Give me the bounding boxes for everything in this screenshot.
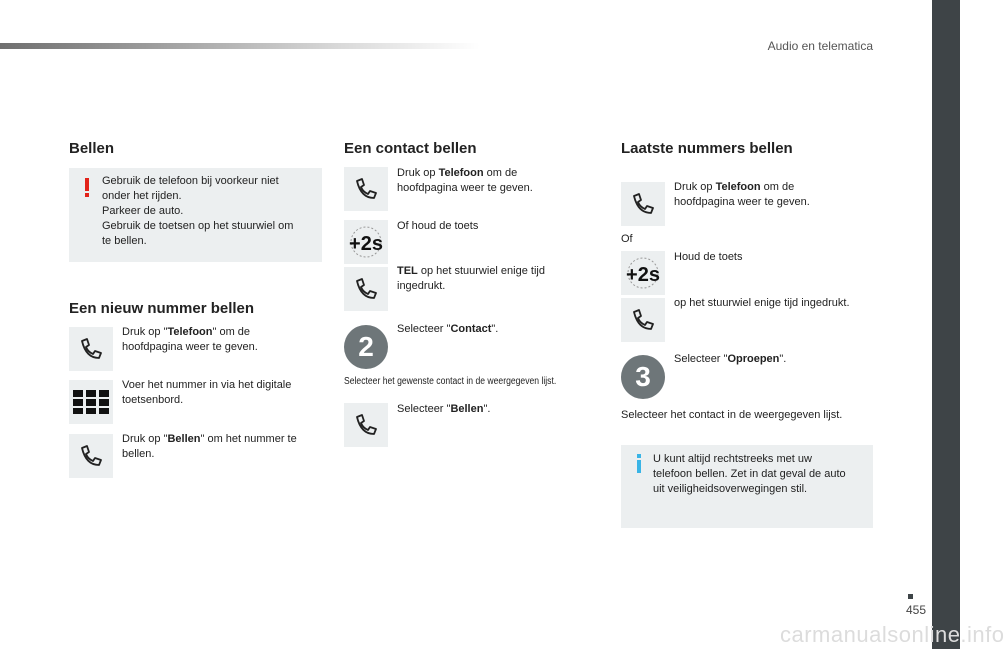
keypad-icon [69,380,113,424]
new-step3: Druk op "Bellen" om het nummer te bellen. [122,433,297,460]
warning-box [69,168,322,262]
new-number-title: Een nieuw nummer bellen [69,300,255,317]
new-step2: Voer het nummer in via het digitale toetsenbord. [122,379,292,406]
info-text: U kunt altijd rechtstreeks met uw telefoon bellen. Zet in dat geval de auto uit veiligheidsoverwegingen stil. [653,453,846,495]
recent-step3: op het stuurwiel enige tijd ingedrukt. [674,297,850,309]
steering-wheel-2s-icon [621,251,665,295]
watermark: carmanualsonline.info [780,622,1005,647]
contact-step4: Selecteer "Contact". [397,323,499,335]
phone-icon [344,267,388,311]
phone-icon [69,327,113,371]
page-number: 455 [905,603,926,617]
contact-step3: TEL op het stuurwiel enige tijd ingedrukt. [397,265,545,292]
recent-title: Laatste nummers bellen [621,140,793,157]
phone-icon [69,434,113,478]
contact-step6: Selecteer "Bellen". [397,403,491,415]
header-title: Audio en telematica [767,39,873,53]
phone-icon [621,298,665,342]
bellen-title: Bellen [69,140,115,157]
recent-step1: Druk op Telefoon om de hoofdpagina weer te geven. [674,181,810,208]
or-label: Of [621,233,633,245]
warning-icon [83,178,91,203]
recent-step2: Houd de toets [674,251,743,263]
info-box [621,445,873,528]
page-marker [908,594,913,599]
contact-title: Een contact bellen [344,140,477,157]
contact-step2: Of houd de toets [397,220,479,232]
contact-step5: Selecteer het gewenste contact in de weergegeven lijst. [344,376,557,387]
new-step1: Druk op "Telefoon" om de hoofdpagina weer te geven. [122,326,258,353]
svg-text:+2s: +2s [626,264,660,286]
phone-icon [621,182,665,226]
step-number-2: 2 [344,325,388,369]
side-tab [932,0,960,649]
phone-icon [344,403,388,447]
step-number-3: 3 [621,355,665,399]
contact-step1: Druk op Telefoon om de hoofdpagina weer te geven. [397,167,533,194]
svg-text:+2s: +2s [349,233,383,255]
info-icon [635,454,643,479]
warning-text: Gebruik de telefoon bij voorkeur niet onder het rijden. Parkeer de auto. Gebruik de toetsen op het stuurwiel om te bellen. [102,175,294,247]
recent-step4: Selecteer "Oproepen". [674,353,787,365]
recent-step5: Selecteer het contact in de weergegeven lijst. [621,409,843,421]
steering-wheel-2s-icon [344,220,388,264]
phone-icon [344,167,388,211]
top-gradient-bar [0,43,480,49]
